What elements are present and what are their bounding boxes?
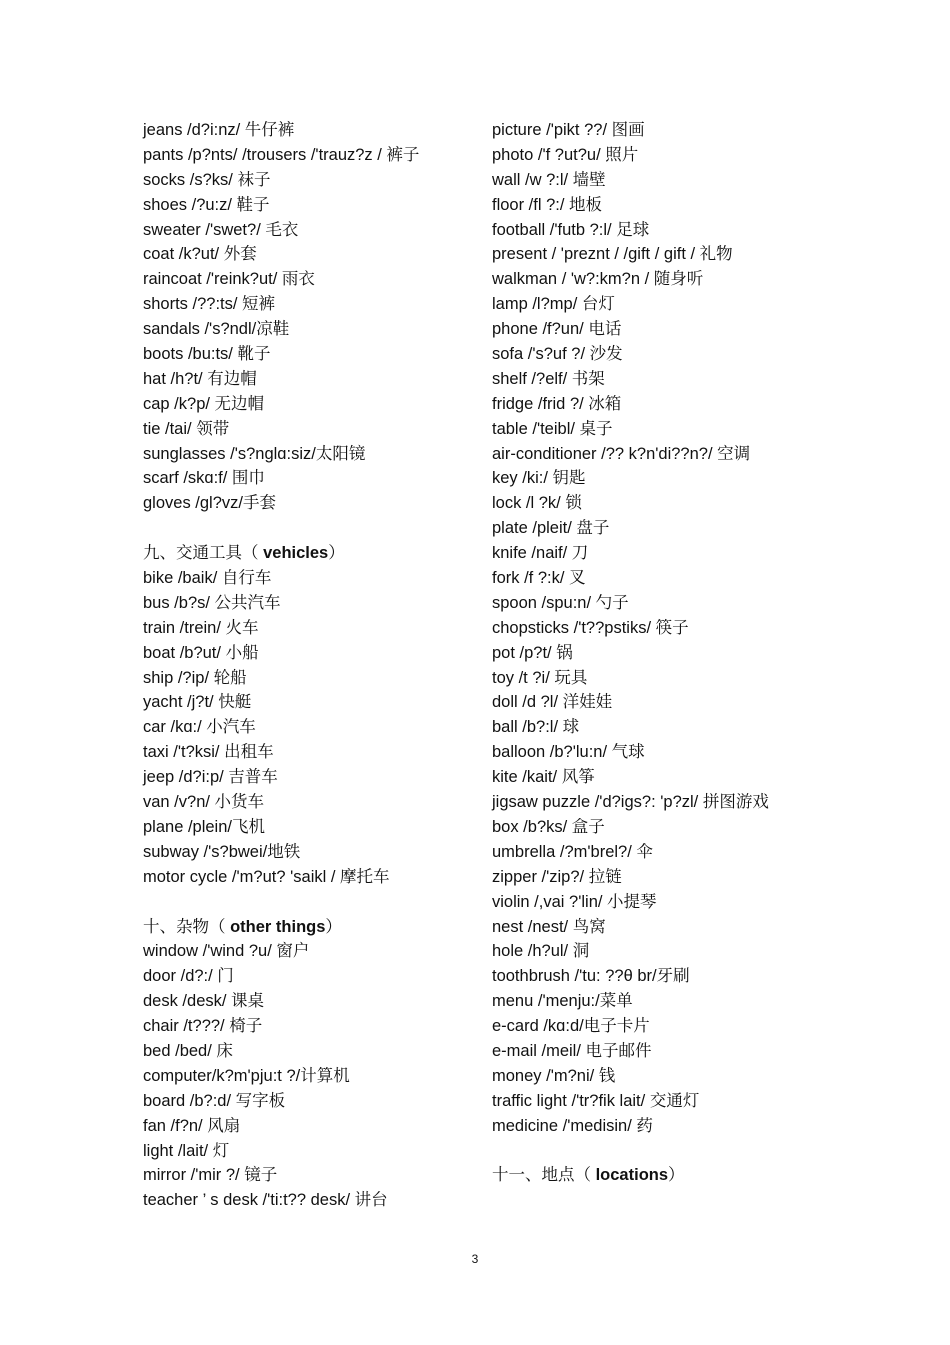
- heading-zh: 九、交通工具（: [143, 544, 264, 563]
- vocab-item: phone /f?un/ 电话: [492, 320, 622, 339]
- vocab-item: sweater /'swet?/ 毛衣: [143, 220, 299, 239]
- heading-en: other things: [230, 917, 326, 936]
- heading-zh: 十、杂物（: [143, 917, 231, 936]
- vocab-item: sandals /'s?ndl/凉鞋: [143, 320, 290, 339]
- vocab-item: desk /desk/ 课桌: [143, 992, 265, 1011]
- vocab-item: umbrella /?m'brel?/ 伞: [492, 842, 653, 861]
- vocab-item: kite /kait/ 风筝: [492, 768, 595, 787]
- vocab-item: jigsaw puzzle /'d?igs?: 'p?zl/ 拼图游戏: [492, 793, 769, 812]
- vocab-item: e-card /kɑ:d/电子卡片: [492, 1017, 650, 1036]
- other-things-list: [143, 939, 473, 1213]
- vocab-item: bike /baik/ 自行车: [143, 569, 272, 588]
- vocab-item: door /d?:/ 门: [143, 967, 234, 986]
- vocab-item: fridge /frid ?/ 冰箱: [492, 394, 622, 413]
- vocab-item: toothbrush /'tu: ??θ br/牙刷: [492, 967, 690, 986]
- vocab-item: knife /naif/ 刀: [492, 544, 589, 563]
- vocab-item: plane /plein/飞机: [143, 817, 265, 836]
- vocab-item: window /'wind ?u/ 窗户: [143, 942, 310, 961]
- vocab-item: fork /f ?:k/ 叉: [492, 569, 586, 588]
- vocab-item: subway /'s?bwei/地铁: [143, 842, 301, 861]
- vocab-item: car /kɑ:/ 小汽车: [143, 718, 256, 737]
- vocab-item: menu /'menju:/菜单: [492, 992, 633, 1011]
- vocab-item: hole /h?ul/ 洞: [492, 942, 590, 961]
- vocab-item: air-conditioner /?? k?n'di??n?/ 空调: [492, 444, 751, 463]
- vocab-item: football /'futb ?:l/ 足球: [492, 220, 650, 239]
- vocab-item: present / 'preznt / /gift / gift / 礼物: [492, 245, 733, 264]
- items-list: [492, 118, 812, 1139]
- vocab-item: board /b?:d/ 写字板: [143, 1091, 286, 1110]
- vocab-item: spoon /spu:n/ 勺子: [492, 593, 629, 612]
- vocab-item: scarf /skɑ:f/ 围巾: [143, 469, 265, 488]
- vocab-item: e-mail /meil/ 电子邮件: [492, 1041, 652, 1060]
- vocab-item: jeep /d?i:p/ 吉普车: [143, 768, 278, 787]
- vocab-item: yacht /j?t/ 快艇: [143, 693, 252, 712]
- vocab-item: shelf /?elf/ 书架: [492, 369, 605, 388]
- vocab-item: doll /d ?l/ 洋娃娃: [492, 693, 613, 712]
- vocab-item: bed /bed/ 床: [143, 1041, 233, 1060]
- vocab-item: chair /t???/ 椅子: [143, 1017, 263, 1036]
- vocab-item: teacher ’ s desk /'ti:t?? desk/ 讲台: [143, 1191, 388, 1210]
- vocab-item: floor /fl ?:/ 地板: [492, 195, 603, 214]
- vocab-item: walkman / 'w?:km?n / 随身听: [492, 270, 704, 289]
- heading-close: ）: [328, 544, 345, 563]
- heading-zh: 十一、地点（: [492, 1166, 596, 1185]
- vocab-item: toy /t ?i/ 玩具: [492, 668, 588, 687]
- vocab-item: motor cycle /'m?ut? 'saikl / 摩托车: [143, 867, 390, 886]
- heading-en: vehicles: [263, 544, 329, 563]
- clothes-list: [143, 118, 473, 516]
- section-heading-vehicles: [143, 541, 473, 566]
- vocab-item: balloon /b?'lu:n/ 气球: [492, 743, 645, 762]
- section-heading-locations: [492, 1163, 812, 1188]
- vocab-item: ship /?ip/ 轮船: [143, 668, 247, 687]
- heading-close: ）: [325, 917, 342, 936]
- vocab-item: box /b?ks/ 盒子: [492, 817, 605, 836]
- vocab-item: van /v?n/ 小货车: [143, 793, 265, 812]
- vocab-item: table /'teibl/ 桌子: [492, 419, 613, 438]
- heading-en: locations: [595, 1166, 669, 1185]
- vocab-item: money /'m?ni/ 钱: [492, 1066, 616, 1085]
- section-heading-other-things: [143, 915, 473, 940]
- section-gap: [492, 1139, 812, 1164]
- vocab-item: train /trein/ 火车: [143, 618, 259, 637]
- vocab-item: medicine /'medisin/ 药: [492, 1116, 653, 1135]
- vocab-item: fan /f?n/ 风扇: [143, 1116, 241, 1135]
- vocab-item: boots /bu:ts/ 靴子: [143, 345, 271, 364]
- vocab-item: cap /k?p/ 无边帽: [143, 394, 265, 413]
- vocab-item: hat /h?t/ 有边帽: [143, 369, 257, 388]
- vocab-item: coat /k?ut/ 外套: [143, 245, 257, 264]
- vocab-item: wall /w ?:l/ 墙壁: [492, 170, 606, 189]
- vocab-item: plate /pleit/ 盘子: [492, 519, 610, 538]
- vocab-item: computer/k?m'pju:t ?/计算机: [143, 1066, 350, 1085]
- vocab-item: shorts /??:ts/ 短裤: [143, 295, 276, 314]
- vocab-item: picture /'pikt ??/ 图画: [492, 121, 645, 139]
- vocab-item: light /lait/ 灯: [143, 1141, 230, 1160]
- section-gap: [143, 890, 473, 915]
- vocab-item: key /ki:/ 钥匙: [492, 469, 586, 488]
- vocab-item: traffic light /'tr?fik lait/ 交通灯: [492, 1091, 700, 1110]
- vocab-item: socks /s?ks/ 袜子: [143, 170, 271, 189]
- vocab-item: tie /tai/ 领带: [143, 419, 230, 438]
- page-number: 3: [471, 1252, 479, 1266]
- vocab-item: gloves /gl?vz/手套: [143, 494, 276, 513]
- right-column: [492, 118, 812, 1188]
- vocab-item: jeans /d?i:nz/ 牛仔裤: [143, 121, 295, 139]
- vocab-item: violin /,vai ?'lin/ 小提琴: [492, 892, 657, 911]
- vocab-item: ball /b?:l/ 球: [492, 718, 580, 737]
- left-column: [143, 118, 473, 1213]
- vocab-item: sofa /'s?uf ?/ 沙发: [492, 345, 623, 364]
- vocab-item: bus /b?s/ 公共汽车: [143, 593, 281, 612]
- vocab-item: boat /b?ut/ 小船: [143, 643, 259, 662]
- vocab-item: shoes /?u:z/ 鞋子: [143, 195, 270, 214]
- vocab-item: nest /nest/ 鸟窝: [492, 917, 606, 936]
- vocab-item: pants /p?nts/ /trousers /'trauz?z / 裤子: [143, 145, 420, 164]
- section-gap: [143, 516, 473, 541]
- vocab-item: mirror /'mir ?/ 镜子: [143, 1166, 278, 1185]
- vocab-item: lamp /l?mp/ 台灯: [492, 295, 615, 314]
- heading-close: ）: [668, 1166, 685, 1185]
- vehicles-list: [143, 566, 473, 890]
- vocab-item: zipper /'zip?/ 拉链: [492, 867, 622, 886]
- vocab-item: chopsticks /'t??pstiks/ 筷子: [492, 618, 689, 637]
- vocab-item: taxi /'t?ksi/ 出租车: [143, 743, 274, 762]
- vocab-item: photo /'f ?ut?u/ 照片: [492, 145, 639, 164]
- vocab-item: pot /p?t/ 锅: [492, 643, 573, 662]
- vocab-item: lock /l ?k/ 锁: [492, 494, 582, 513]
- vocab-item: raincoat /'reink?ut/ 雨衣: [143, 270, 315, 289]
- vocab-item: sunglasses /'s?nglɑ:siz/太阳镜: [143, 444, 366, 463]
